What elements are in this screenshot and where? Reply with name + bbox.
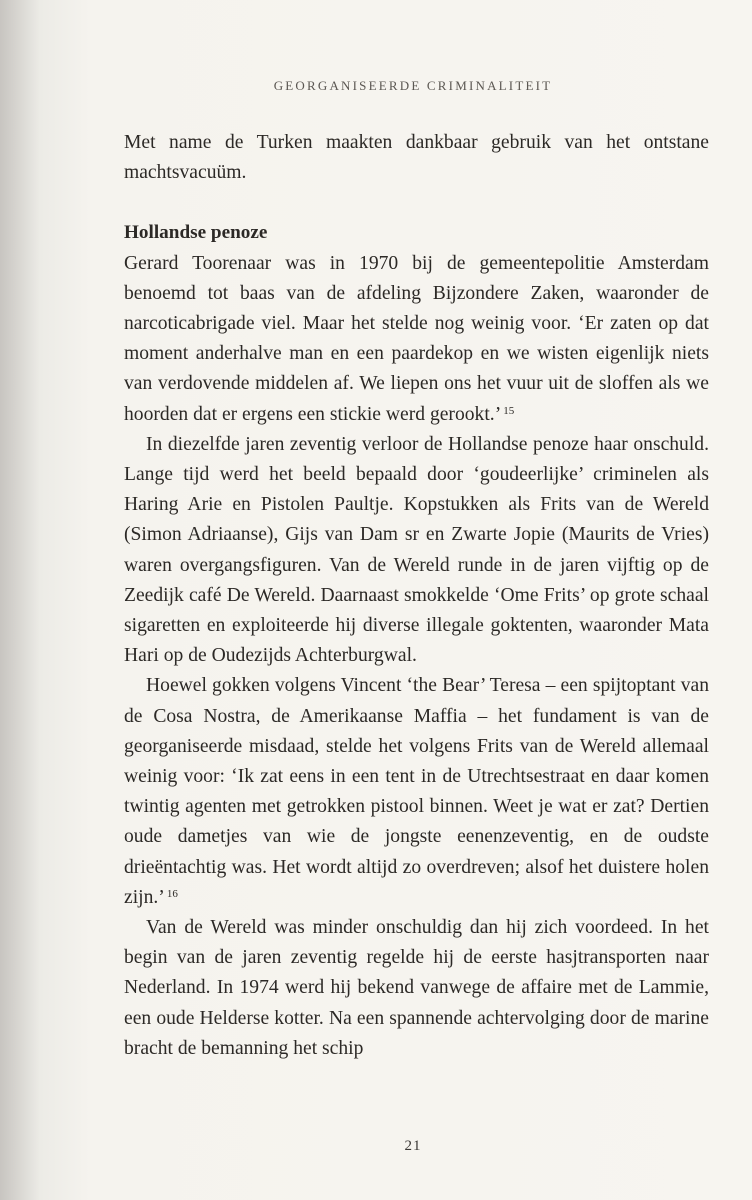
paragraph-2-text: Gerard Toorenaar was in 1970 bij de gemeentepolitie Amsterdam benoemd tot baas van de afdeling Bijzondere Zaken, waaronder de narcoticabrigade viel. Maar het stelde nog weinig voor. ‘Er zaten op dat moment anderhalve man en een paardekop en we wisten eigenlijk niets van verdovende middelen af. We liepen ons het vuur uit de sloffen als we hoorden dat er ergens een stickie werd gerookt.’ (124, 252, 709, 425)
paragraph-5: Van de Wereld was minder onschuldig dan hij zich voordeed. In het begin van de jaren zeventig regelde hij de eerste hasjtransporten naar Nederland. In 1974 werd hij bekend vanwege de affaire met de Lammie, een oude Helderse kotter. Na een spannende achtervolging door de marine bracht de bemanning het schip (124, 917, 709, 1059)
paragraph-4 (124, 671, 709, 913)
paragraph-4-text: Hoewel gokken volgens Vincent ‘the Bear’ Teresa – een spijtoptant van de Cosa Nostra, de Amerikaanse Maffia – het fundament is van de georganiseerde misdaad, stelde het volgens Frits van de Wereld allemaal weinig voor: ‘Ik zat eens in een tent in de Utrechtsestraat en daar komen twintig agenten met getrokken pistool binnen. Weet je wat er zat? Dertien oude dametjes van wie de jongste eenenzeventig, en de oudste drieëntachtig was. Het wordt altijd zo overdreven; alsof het duistere holen zijn.’ (124, 675, 709, 908)
body-text (124, 128, 709, 1064)
gutter-shadow (0, 0, 40, 1200)
footnote-marker-16: 16 (166, 887, 178, 900)
paragraph-2 (124, 249, 709, 430)
section-heading: Hollandse penoze (124, 222, 268, 244)
page-number: 21 (404, 1138, 422, 1154)
footnote-marker-15: 15 (503, 404, 515, 417)
paragraph-3: In diezelfde jaren zeventig verloor de Hollandse penoze haar onschuld. Lange tijd werd het beeld bepaald door ‘goudeerlijke’ criminelen als Haring Arie en Pistolen Paultje. Kopstukken als Frits van de Wereld (Simon Adriaanse), Gijs van Dam sr en Zwarte Jopie (Maurits de Vries) waren overgangsfiguren. Van de Wereld runde in de jaren vijftig op de Zeedijk café De Wereld. Daarnaast smokkelde ‘Ome Frits’ op grote schaal sigaretten en exploiteerde hij diverse illegale goktenten, waaronder Mata Hari op de Oudezijds Achterburgwal. (124, 433, 709, 667)
paragraph-1: Met name de Turken maakten dankbaar gebruik van het ontstane machtsvacuüm. (124, 132, 709, 184)
running-head: GEORGANISEERDE CRIMINALITEIT (273, 78, 553, 93)
